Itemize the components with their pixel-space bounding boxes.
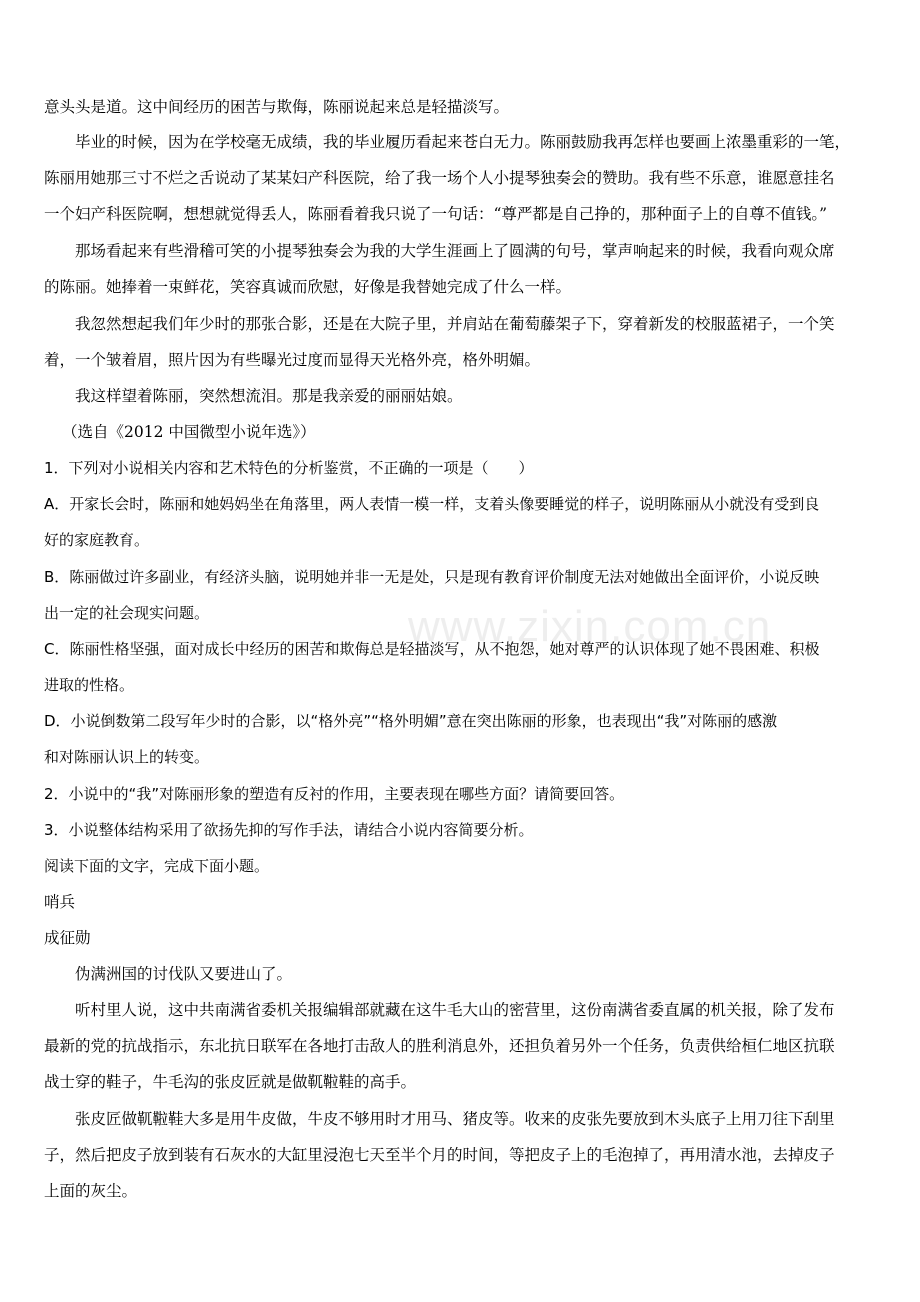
story2-paragraph-line: 最新的党的抗战指示，东北抗日联军在各地打击敌人的胜利消息外，还担负着另外一个任务，负责供给桓仁地区抗联 [44, 1037, 835, 1055]
story2-paragraph-line: 听村里人说，这中共南满省委机关报编辑部就藏在这牛毛大山的密营里，这份南满省委直属的机关报，除了发布 [75, 1001, 835, 1019]
option-b-cont: 出一定的社会现实问题。 [44, 604, 210, 622]
option-d-cont: 和对陈丽认识上的转变。 [44, 748, 210, 766]
option-a: A．开家长会时，陈丽和她妈妈坐在角落里，两人表情一模一样，支着头像要睡觉的样子，说明陈丽从小就没有受到良 [44, 495, 820, 513]
story1-paragraph-line: 意头头是道。这中间经历的困苦与欺侮，陈丽说起来总是轻描淡写。 [44, 98, 510, 116]
story1-paragraph-line: 我这样望着陈丽，突然想流泪。那是我亲爱的丽丽姑娘。 [75, 387, 463, 405]
story1-paragraph-line: 毕业的时候，因为在学校毫无成绩，我的毕业履历看起来苍白无力。陈丽鼓励我再怎样也要画上浓墨重彩的一笔， [75, 133, 851, 151]
watermark: www.zixin.com.cn [408, 602, 772, 651]
story1-paragraph-line: 我忽然想起我们年少时的那张合影，还是在大院子里，并肩站在葡萄藤架子下，穿着新发的校服蓝裙子，一个笑 [75, 315, 835, 333]
story1-paragraph-line: 一个妇产科医院啊，想想就觉得丢人，陈丽看着我只说了一句话：“尊严都是自己挣的，那种面子上的自尊不值钱。” [44, 205, 828, 223]
option-c: C．陈丽性格坚强，面对成长中经历的困苦和欺侮总是轻描淡写，从不抱怨，她对尊严的认识体现了她不畏困难、积极 [44, 640, 820, 658]
option-a-cont: 好的家庭教育。 [44, 531, 150, 549]
story1-paragraph-line: 陈丽用她那三寸不烂之舌说动了某某妇产科医院，给了我一场个人小提琴独奏会的赞助。我有些不乐意，谁愿意挂名 [44, 169, 835, 187]
story2-author: 成征勋 [44, 929, 91, 947]
story1-paragraph-line: 的陈丽。她捧着一束鲜花，笑容真诚而欣慰，好像是我替她完成了什么一样。 [44, 278, 572, 296]
option-b: B．陈丽做过许多副业，有经济头脑，说明她并非一无是处，只是现有教育评价制度无法对她做出全面评价，小说反映 [44, 568, 820, 586]
story2-paragraph-line: 战士穿的鞋子，牛毛沟的张皮匠就是做靰鞡鞋的高手。 [44, 1073, 417, 1091]
option-d: D．小说倒数第二段写年少时的合影，以“格外亮”“格外明媚”意在突出陈丽的形象，也表现出“我”对陈丽的感激 [44, 712, 778, 730]
source-citation: （选自《2012 中国微型小说年选》） [62, 423, 316, 441]
story2-paragraph-line: 张皮匠做靰鞡鞋大多是用牛皮做，牛皮不够用时才用马、猪皮等。收来的皮张先要放到木头底子上用刀往下刮里 [75, 1110, 835, 1128]
question-1-stem: 1．下列对小说相关内容和艺术特色的分析鉴赏，不正确的一项是（ ） [44, 459, 534, 477]
story1-paragraph-line: 着，一个皱着眉，照片因为有些曝光过度而显得天光格外亮，格外明媚。 [44, 351, 541, 369]
story2-paragraph-line: 伪满洲国的讨伐队又要进山了。 [75, 965, 293, 983]
story2-title: 哨兵 [44, 893, 76, 911]
story2-paragraph-line: 上面的灰尘。 [44, 1182, 138, 1200]
reading-instruction: 阅读下面的文字，完成下面小题。 [44, 857, 270, 875]
story1-paragraph-line: 那场看起来有些滑稽可笑的小提琴独奏会为我的大学生涯画上了圆满的句号，掌声响起来的时候，我看向观众席 [75, 242, 835, 260]
story2-paragraph-line: 子，然后把皮子放到装有石灰水的大缸里浸泡七天至半个月的时间，等把皮子上的毛泡掉了，再用清水池，去掉皮子 [44, 1146, 835, 1164]
question-2: 2．小说中的“我”对陈丽形象的塑造有反衬的作用，主要表现在哪些方面？请简要回答。 [44, 785, 625, 803]
option-c-cont: 进取的性格。 [44, 676, 135, 694]
question-3: 3．小说整体结构采用了欲扬先抑的写作手法，请结合小说内容简要分析。 [44, 821, 534, 839]
